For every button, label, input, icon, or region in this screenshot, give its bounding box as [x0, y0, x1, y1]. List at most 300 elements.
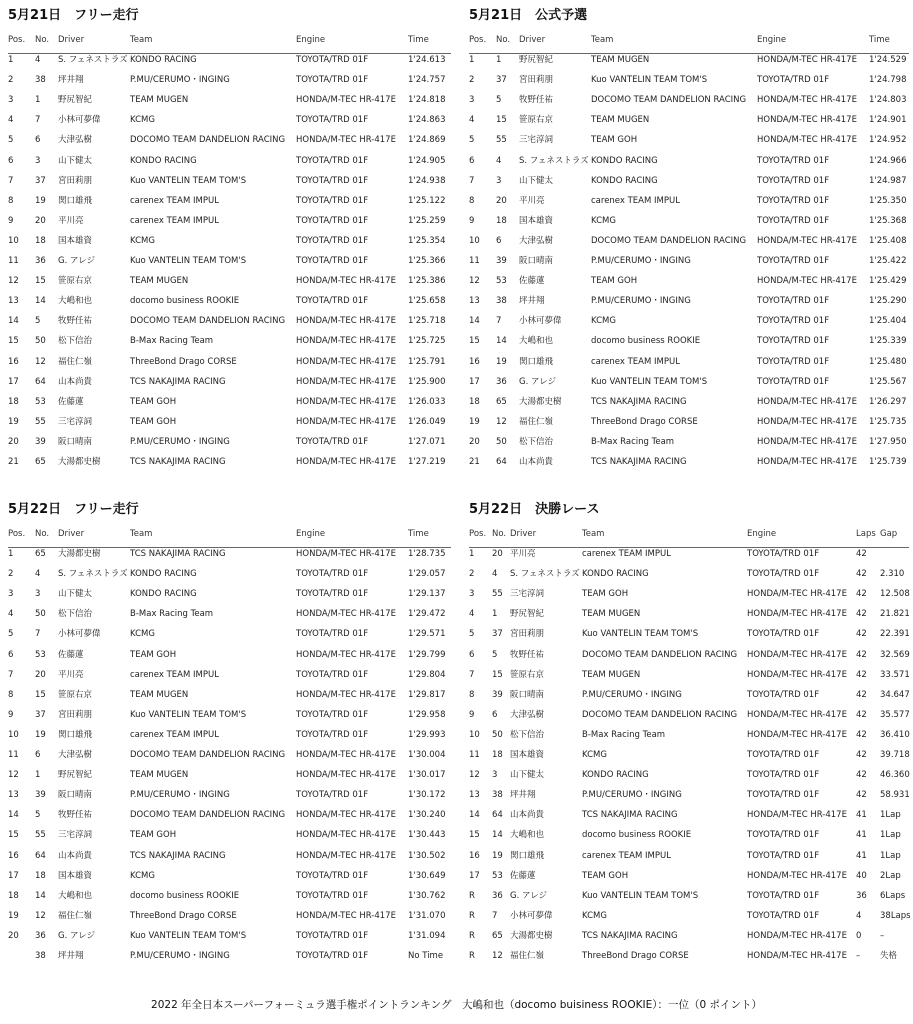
team-cell: P.MU/CERUMO・INGING [582, 790, 682, 801]
time-cell: 1'26.033 [408, 396, 446, 407]
time-cell: 1'25.368 [869, 215, 907, 226]
team-cell: TEAM GOH [130, 830, 177, 841]
no-cell: 37 [35, 175, 46, 186]
pos-cell: 18 [8, 396, 19, 407]
table-row [8, 588, 451, 608]
laps-cell: 42 [856, 549, 867, 559]
laps-cell: 42 [856, 609, 867, 620]
team-cell: TCS NAKAJIMA RACING [130, 850, 226, 861]
team-cell: KONDO RACING [582, 770, 649, 781]
engine-cell: HONDA/M-TEC HR-417E [296, 95, 396, 106]
table-row [8, 114, 451, 134]
time-cell: 1'30.649 [408, 870, 446, 881]
no-cell: 39 [35, 790, 46, 801]
team-cell: TEAM GOH [130, 649, 177, 660]
driver-cell: 阪口晴南 [510, 689, 545, 700]
column-header-time: Time [408, 35, 429, 45]
no-cell: 5 [496, 95, 502, 106]
time-cell: 1'30.762 [408, 890, 446, 901]
driver-cell: 大湯都史樹 [519, 396, 562, 407]
pos-cell: 3 [8, 589, 14, 600]
team-cell: DOCOMO TEAM DANDELION RACING [130, 316, 286, 327]
gap-cell: 22.391 [880, 629, 910, 640]
table-row [469, 910, 909, 930]
table-row [8, 295, 451, 315]
engine-cell: HONDA/M-TEC HR-417E [757, 55, 857, 65]
table-row [469, 548, 909, 568]
engine-cell: TOYOTA/TRD 01F [747, 689, 820, 700]
engine-cell: HONDA/M-TEC HR-417E [757, 135, 857, 146]
table-row [469, 295, 909, 315]
table-row [8, 709, 451, 729]
pos-cell: 17 [469, 870, 480, 881]
driver-cell: 大津弘樹 [510, 709, 545, 720]
no-cell: 53 [35, 649, 46, 660]
driver-cell: 福住仁嶺 [519, 416, 554, 427]
table-row [8, 890, 451, 910]
team-cell: TCS NAKAJIMA RACING [591, 457, 687, 467]
team-cell: TCS NAKAJIMA RACING [582, 930, 678, 941]
driver-cell: 宮田莉朋 [510, 629, 545, 640]
team-cell: TEAM MUGEN [591, 115, 650, 126]
engine-cell: TOYOTA/TRD 01F [296, 669, 369, 680]
table-row [8, 829, 451, 849]
pos-cell: 9 [469, 709, 475, 720]
time-cell: 1'24.803 [869, 95, 907, 106]
team-cell: DOCOMO TEAM DANDELION RACING [582, 649, 738, 660]
laps-cell: 42 [856, 770, 867, 781]
no-cell: 64 [35, 850, 46, 861]
table-row [469, 94, 909, 114]
engine-cell: TOYOTA/TRD 01F [747, 569, 820, 580]
driver-cell: 佐藤蓮 [510, 870, 536, 881]
table-row [8, 396, 451, 416]
column-header-no: No. [496, 35, 511, 45]
engine-cell: HONDA/M-TEC HR-417E [747, 589, 847, 600]
gap-cell: 36.410 [880, 729, 910, 740]
driver-cell: 平川亮 [510, 549, 536, 559]
driver-cell: 大嶋和也 [519, 336, 554, 347]
column-header-pos: Pos. [8, 35, 26, 45]
no-cell: 37 [496, 75, 507, 86]
table-row [469, 275, 909, 295]
team-cell: KONDO RACING [582, 569, 649, 580]
table-row [8, 335, 451, 355]
engine-cell: TOYOTA/TRD 01F [747, 850, 820, 861]
time-cell: 1'30.443 [408, 830, 446, 841]
driver-cell: 大湯都史樹 [510, 930, 553, 941]
no-cell: 65 [492, 930, 503, 941]
section-title: 5月22日 フリー走行 [8, 502, 139, 517]
time-cell: 1'25.422 [869, 256, 907, 266]
table-row [469, 255, 909, 275]
pos-cell: 19 [469, 416, 480, 427]
table-row [8, 255, 451, 275]
time-cell: 1'24.869 [408, 135, 446, 146]
time-cell: 1'24.905 [408, 155, 446, 166]
table-row [8, 669, 451, 689]
team-cell: B-Max Racing Team [130, 609, 214, 620]
no-cell: 20 [35, 669, 46, 680]
pos-cell: 14 [469, 810, 480, 821]
time-cell: No Time [408, 951, 444, 961]
time-cell: 1'25.404 [869, 316, 907, 327]
time-cell: 1'29.571 [408, 629, 446, 640]
driver-cell: 国本雄資 [58, 235, 93, 246]
table-row [469, 809, 909, 829]
time-cell: 1'28.735 [408, 549, 446, 559]
no-cell: 64 [492, 810, 503, 821]
time-cell: 1'24.529 [869, 55, 907, 65]
team-cell: KONDO RACING [130, 569, 197, 580]
team-cell: ThreeBond Drago CORSE [130, 356, 237, 367]
gap-cell: 1Lap [880, 850, 901, 861]
driver-cell: 福住仁嶺 [58, 910, 93, 921]
no-cell: 6 [496, 235, 502, 246]
table-row [8, 649, 451, 669]
time-cell: 1'25.480 [869, 356, 907, 367]
engine-cell: HONDA/M-TEC HR-417E [296, 416, 396, 427]
table-row [8, 769, 451, 789]
team-cell: KCMG [130, 870, 155, 881]
pos-cell: 11 [469, 750, 480, 760]
time-cell: 1'27.071 [408, 436, 446, 447]
driver-cell: G. アレジ [58, 256, 95, 266]
engine-cell: TOYOTA/TRD 01F [296, 569, 369, 580]
no-cell: 15 [496, 115, 507, 126]
engine-cell: HONDA/M-TEC HR-417E [296, 750, 396, 760]
column-header-no: No. [35, 529, 50, 539]
team-cell: carenex TEAM IMPUL [582, 850, 671, 861]
table-row [8, 54, 451, 74]
no-cell: 19 [496, 356, 507, 367]
time-cell: 1'25.739 [869, 457, 907, 467]
no-cell: 1 [492, 609, 498, 620]
engine-cell: TOYOTA/TRD 01F [747, 890, 820, 901]
gap-cell: 58.931 [880, 790, 910, 801]
pos-cell: 5 [8, 135, 14, 146]
table-row [8, 215, 451, 235]
driver-cell: 山本尚貴 [58, 376, 93, 387]
no-cell: 6 [35, 135, 41, 146]
pos-cell: 21 [469, 457, 480, 467]
gap-cell: 34.647 [880, 689, 910, 700]
team-cell: KONDO RACING [130, 155, 197, 166]
driver-cell: 山下健太 [519, 175, 554, 186]
driver-cell: 山本尚貴 [510, 810, 545, 821]
team-cell: TEAM MUGEN [582, 669, 641, 680]
pos-cell: 8 [8, 689, 14, 700]
team-cell: docomo business ROOKIE [130, 890, 240, 901]
driver-cell: 山本尚貴 [58, 850, 93, 861]
team-cell: KCMG [591, 215, 616, 226]
pos-cell: 11 [8, 256, 19, 266]
engine-cell: TOYOTA/TRD 01F [747, 549, 820, 559]
engine-cell: HONDA/M-TEC HR-417E [296, 356, 396, 367]
table-row [469, 689, 909, 709]
pos-cell: 13 [8, 790, 19, 801]
team-cell: ThreeBond Drago CORSE [591, 416, 698, 427]
time-cell: 1'24.798 [869, 75, 907, 86]
team-cell: P.MU/CERUMO・INGING [582, 689, 682, 700]
team-cell: carenex TEAM IMPUL [582, 549, 671, 559]
no-cell: 18 [492, 750, 503, 760]
gap-cell: 6Laps [880, 890, 906, 901]
driver-cell: 野尻智紀 [510, 609, 545, 620]
driver-cell: 大嶋和也 [510, 830, 545, 841]
driver-cell: 国本雄資 [58, 870, 93, 881]
table-row [469, 870, 909, 890]
team-cell: KCMG [130, 629, 155, 640]
no-cell: 65 [496, 396, 507, 407]
pos-cell: 12 [8, 770, 19, 781]
engine-cell: TOYOTA/TRD 01F [296, 870, 369, 881]
driver-cell: 山下健太 [58, 155, 93, 166]
engine-cell: TOYOTA/TRD 01F [757, 175, 830, 186]
pos-cell: 10 [469, 235, 480, 246]
engine-cell: HONDA/M-TEC HR-417E [296, 910, 396, 921]
team-cell: carenex TEAM IMPUL [130, 729, 219, 740]
engine-cell: HONDA/M-TEC HR-417E [296, 830, 396, 841]
engine-cell: TOYOTA/TRD 01F [757, 296, 830, 307]
team-cell: B-Max Racing Team [582, 729, 666, 740]
time-cell: 1'24.901 [869, 115, 907, 126]
driver-cell: 大湯都史樹 [58, 457, 101, 467]
laps-cell: 42 [856, 629, 867, 640]
pos-cell: 7 [469, 175, 475, 186]
engine-cell: HONDA/M-TEC HR-417E [296, 689, 396, 700]
engine-cell: TOYOTA/TRD 01F [757, 155, 830, 166]
table-row [469, 568, 909, 588]
engine-cell: HONDA/M-TEC HR-417E [296, 850, 396, 861]
engine-cell: HONDA/M-TEC HR-417E [757, 235, 857, 246]
column-header-driver: Driver [58, 35, 85, 45]
driver-cell: 大嶋和也 [58, 296, 93, 307]
time-cell: 1'24.757 [408, 75, 446, 86]
team-cell: TEAM MUGEN [130, 689, 189, 700]
pos-cell: 6 [469, 155, 475, 166]
pos-cell: 4 [469, 609, 475, 620]
time-cell: 1'25.718 [408, 316, 446, 327]
table-row [8, 376, 451, 396]
driver-cell: 山本尚貴 [519, 457, 554, 467]
pos-cell: 15 [8, 830, 19, 841]
table-row [8, 910, 451, 930]
engine-cell: HONDA/M-TEC HR-417E [296, 649, 396, 660]
column-header-team: Team [130, 529, 153, 539]
time-cell: 1'24.938 [408, 175, 446, 186]
no-cell: 39 [492, 689, 503, 700]
pos-cell: 16 [8, 850, 19, 861]
gap-cell: 失格 [880, 951, 898, 961]
time-cell: 1'27.950 [869, 436, 907, 447]
team-cell: Kuo VANTELIN TEAM TOM'S [582, 890, 699, 901]
engine-cell: HONDA/M-TEC HR-417E [757, 95, 857, 106]
table-row [8, 930, 451, 950]
driver-cell: 平川亮 [519, 195, 545, 206]
no-cell: 6 [35, 750, 41, 760]
table-row [8, 689, 451, 709]
no-cell: 19 [35, 195, 46, 206]
team-cell: Kuo VANTELIN TEAM TOM'S [591, 75, 708, 86]
team-cell: KONDO RACING [130, 589, 197, 600]
driver-cell: 阪口晴南 [58, 436, 93, 447]
driver-cell: 笹原右京 [510, 669, 545, 680]
table-row [469, 769, 909, 789]
table-row [469, 628, 909, 648]
team-cell: B-Max Racing Team [130, 336, 214, 347]
gap-cell: – [880, 930, 885, 941]
pos-cell: 19 [8, 910, 19, 921]
time-cell: 1'25.735 [869, 416, 907, 427]
engine-cell: TOYOTA/TRD 01F [296, 115, 369, 126]
gap-cell: 1Lap [880, 810, 901, 821]
time-cell: 1'25.290 [869, 296, 907, 307]
no-cell: 4 [35, 55, 41, 65]
team-cell: TCS NAKAJIMA RACING [130, 376, 226, 387]
no-cell: 38 [35, 951, 46, 961]
table-row [469, 315, 909, 335]
driver-cell: 国本雄資 [510, 750, 545, 760]
team-cell: P.MU/CERUMO・INGING [130, 75, 230, 86]
time-cell: 1'29.472 [408, 609, 446, 620]
team-cell: TCS NAKAJIMA RACING [130, 457, 226, 467]
pos-cell: 15 [8, 336, 19, 347]
team-cell: docomo business ROOKIE [582, 830, 692, 841]
driver-cell: 松下信治 [58, 336, 93, 347]
engine-cell: TOYOTA/TRD 01F [296, 296, 369, 307]
driver-cell: G. アレジ [58, 930, 95, 941]
gap-cell: 21.821 [880, 609, 910, 620]
points-ranking-footer: 2022 年全日本スーパーフォーミュラ選手権ポイントランキング 大嶋和也（docomo buisiness ROOKIE）：一位（0 ポイント） [151, 999, 762, 1011]
no-cell: 65 [35, 549, 46, 559]
team-cell: Kuo VANTELIN TEAM TOM'S [582, 629, 699, 640]
engine-cell: HONDA/M-TEC HR-417E [757, 416, 857, 427]
table-row [469, 649, 909, 669]
pos-cell: 13 [469, 296, 480, 307]
table-row [8, 94, 451, 114]
engine-cell: TOYOTA/TRD 01F [757, 75, 830, 86]
engine-cell: TOYOTA/TRD 01F [296, 589, 369, 600]
table-row [469, 709, 909, 729]
team-cell: carenex TEAM IMPUL [591, 356, 680, 367]
no-cell: 36 [35, 930, 46, 941]
pos-cell: 15 [469, 830, 480, 841]
engine-cell: TOYOTA/TRD 01F [296, 75, 369, 86]
pos-cell: 6 [8, 155, 14, 166]
driver-cell: G. アレジ [519, 376, 556, 387]
table-row [469, 175, 909, 195]
section-title: 5月21日 フリー走行 [8, 8, 139, 23]
engine-cell: HONDA/M-TEC HR-417E [296, 376, 396, 387]
table-row [8, 850, 451, 870]
qualifying-may21-table [469, 4, 909, 484]
no-cell: 14 [492, 830, 503, 841]
column-header-no: No. [492, 529, 507, 539]
no-cell: 15 [35, 689, 46, 700]
no-cell: 5 [492, 649, 498, 660]
no-cell: 55 [35, 830, 46, 841]
engine-cell: TOYOTA/TRD 01F [747, 910, 820, 921]
engine-cell: HONDA/M-TEC HR-417E [747, 709, 847, 720]
pos-cell: 1 [469, 55, 475, 65]
time-cell: 1'29.799 [408, 649, 446, 660]
table-row [469, 215, 909, 235]
laps-cell: 41 [856, 830, 867, 841]
pos-cell: 12 [8, 276, 19, 287]
time-cell: 1'25.339 [869, 336, 907, 347]
driver-cell: 小林可夢偉 [58, 115, 101, 126]
driver-cell: 坪井翔 [58, 75, 84, 86]
no-cell: 15 [492, 669, 503, 680]
column-header-team: Team [130, 35, 153, 45]
driver-cell: 牧野任祐 [58, 316, 93, 327]
no-cell: 20 [35, 215, 46, 226]
time-cell: 1'25.658 [408, 296, 446, 307]
time-cell: 1'25.900 [408, 376, 446, 387]
team-cell: Kuo VANTELIN TEAM TOM'S [130, 709, 247, 720]
time-cell: 1'31.070 [408, 910, 446, 921]
column-header-time: Time [408, 529, 429, 539]
pos-cell: 7 [8, 669, 14, 680]
table-row [469, 950, 909, 970]
driver-cell: 佐藤蓮 [58, 396, 84, 407]
table-row [469, 54, 909, 74]
team-cell: TEAM GOH [591, 135, 638, 146]
engine-cell: HONDA/M-TEC HR-417E [757, 457, 857, 467]
team-cell: B-Max Racing Team [591, 436, 675, 447]
team-cell: KCMG [582, 910, 607, 921]
driver-cell: 松下信治 [510, 729, 545, 740]
no-cell: 1 [35, 770, 41, 781]
no-cell: 15 [35, 276, 46, 287]
team-cell: carenex TEAM IMPUL [130, 195, 219, 206]
table-row [469, 195, 909, 215]
laps-cell: 42 [856, 689, 867, 700]
column-header-pos: Pos. [8, 529, 26, 539]
pos-cell: 1 [8, 549, 14, 559]
no-cell: 37 [35, 709, 46, 720]
pos-cell: 20 [8, 930, 19, 941]
no-cell: 7 [35, 115, 41, 126]
engine-cell: TOYOTA/TRD 01F [757, 376, 830, 387]
table-row [8, 950, 451, 970]
driver-cell: 牧野任祐 [510, 649, 545, 660]
pos-cell: 8 [469, 689, 475, 700]
laps-cell: 36 [856, 890, 867, 901]
table-row [469, 356, 909, 376]
pos-cell: 6 [469, 649, 475, 660]
no-cell: 3 [35, 589, 41, 600]
driver-cell: 関口雄飛 [510, 850, 545, 861]
table-row [469, 335, 909, 355]
column-header-no: No. [35, 35, 50, 45]
engine-cell: TOYOTA/TRD 01F [296, 175, 369, 186]
engine-cell: TOYOTA/TRD 01F [757, 195, 830, 206]
table-row [8, 809, 451, 829]
pos-cell: 5 [469, 629, 475, 640]
pos-cell: 9 [8, 215, 14, 226]
pos-cell: 13 [8, 296, 19, 307]
engine-cell: HONDA/M-TEC HR-417E [296, 609, 396, 620]
engine-cell: TOYOTA/TRD 01F [296, 951, 369, 961]
team-cell: TEAM GOH [130, 416, 177, 427]
team-cell: docomo business ROOKIE [591, 336, 701, 347]
pos-cell: 17 [8, 376, 19, 387]
pos-cell: 2 [8, 569, 14, 580]
team-cell: DOCOMO TEAM DANDELION RACING [130, 810, 286, 821]
no-cell: 14 [496, 336, 507, 347]
